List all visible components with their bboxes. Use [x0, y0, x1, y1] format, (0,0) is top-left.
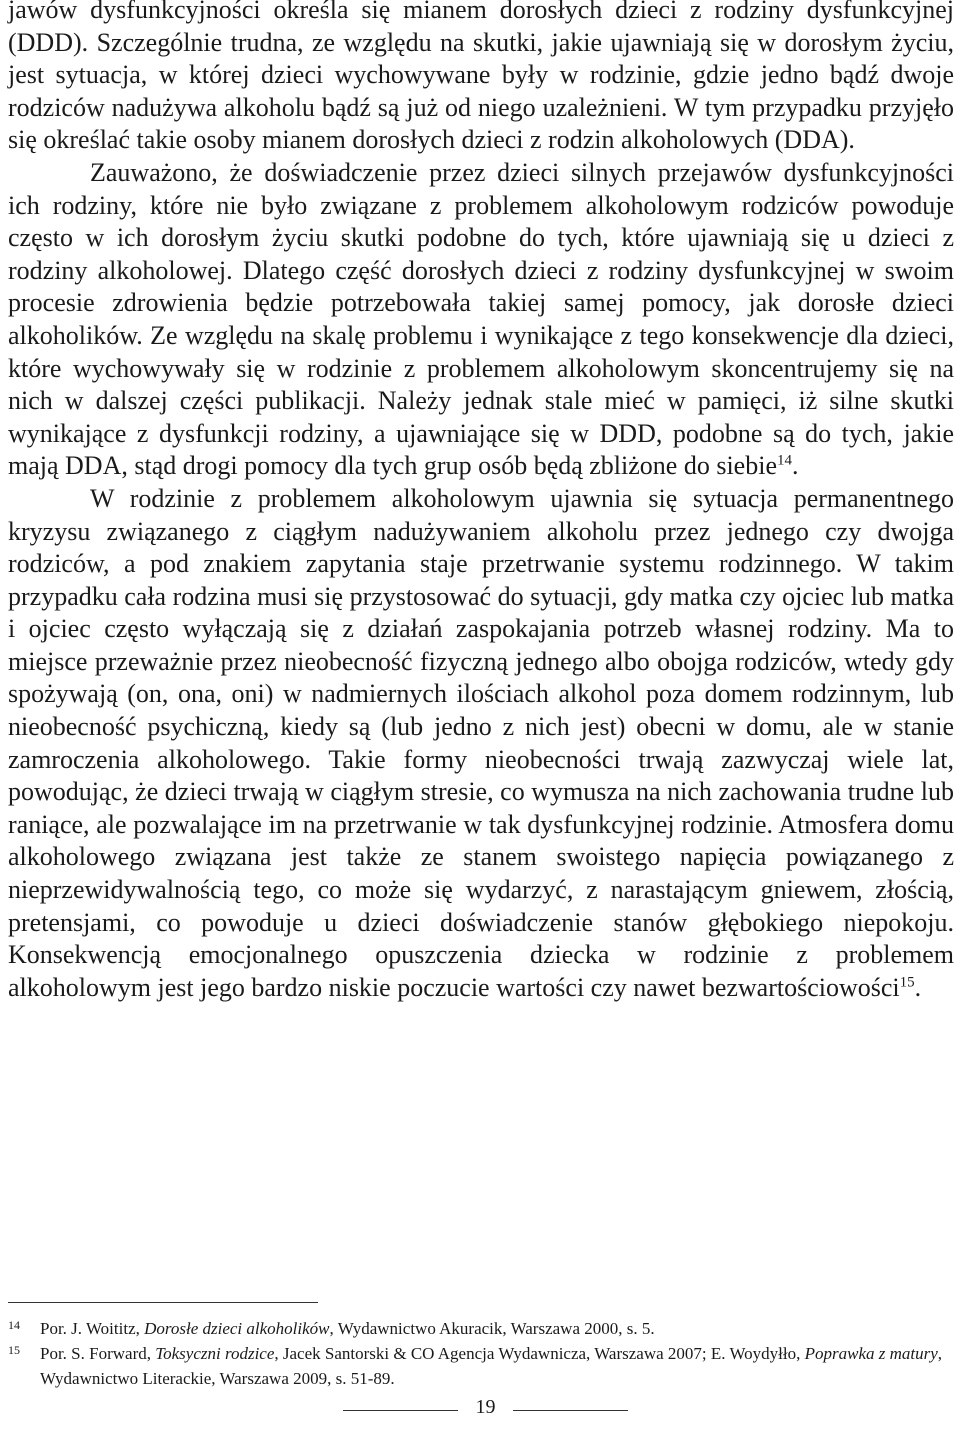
footnote-text: , Wydawnictwo Literackie, Warszawa 2009, s. 51-89.: [40, 1344, 943, 1388]
footnote-text: , Jacek Santorski & CO Agencja Wydawnicza, Warszawa 2007; E. Woydyłło,: [274, 1344, 805, 1363]
footnote-title: Poprawka z matury: [804, 1344, 938, 1363]
paragraph-end: .: [914, 972, 922, 1002]
footnote-number: 15: [8, 1343, 20, 1357]
page-footer: [8, 1396, 954, 1426]
footnote-reference[interactable]: 14: [776, 452, 792, 469]
footnote-text: Por. S. Forward,: [40, 1344, 156, 1363]
footer-rule-right: [513, 1410, 628, 1411]
footnote-title: Toksyczni rodzice: [155, 1344, 275, 1363]
paragraph-text: W rodzinie z problemem alkoholowym ujawnia się sytuacja permanentnego kryzysu związanego z ciągłym nadużywaniem alkoholu przez jednego czy dwojga rodziców, a pod znakiem zapytania staje przetrwanie systemu rodzinnego. W takim przypadku cała rodzina musi się przystosować do sytuacji, gdy matka czy ojciec lub matka i ojciec często wyłączają się z działań zaspokajania potrzeb własnej rodziny. Ma to miejsce przeważnie przez nieobecność fizyczną jednego albo obojga rodziców, wtedy gdy spożywają (on, ona, oni) w nadmiernych ilościach alkohol poza domem rodzinnym, lub nieobecność psychiczną, kiedy są (lub jedno z nich jest) obecni w domu, ale w stanie zamroczenia alkoholowego. Takie formy nieobecności trwają zazwyczaj wiele lat, powodując, że dzieci trwają w ciągłym stresie, co wymusza na nich zachowania trudne lub raniące, ale pozwalające im na przetrwanie w tak dysfunkcyjnej rodzinie. Atmosfera domu alkoholowego związana jest także ze stanem swoistego napięcia powiązanego z nieprzewidywalnością tego, co może się wydarzyć, z narastającym gniewem, złością, pretensjami, co powoduje u dzieci doświadczenie stanów głębokiego niepokoju. Konsekwencją emocjonalnego opuszczenia dziecka w rodzinie z problemem alkoholowym jest jego bardzo niskie poczucie wartości czy nawet bezwartościowości: [8, 483, 954, 1002]
footnote: [8, 1341, 954, 1391]
main-text: [8, 0, 954, 1004]
paragraph-continued: [8, 0, 954, 157]
footnote-reference[interactable]: 15: [899, 974, 915, 991]
paragraph-text: jawów dysfunkcyjności określa się mianem dorosłych dzieci z rodziny dysfunkcyjnej (DDD). Szczególnie trudna, ze względu na skutki, jakie ujawniają się w dorosłym życiu, jest sytuacja, w której dzieci wychowywane były w rodzinie, gdzie jedno bądź dwoje rodziców nadużywa alkoholu bądź są już od niego uzależnieni. W tym przypadku przyjęło się określać takie osoby mianem dorosłych dzieci z rodzin alkoholowych (DDA).: [8, 0, 954, 155]
footnote-number: 14: [8, 1318, 20, 1332]
paragraph-text: Zauważono, że doświadczenie przez dzieci silnych przejawów dysfunkcyjności ich rodziny, które nie było związane z problemem alkoholowym rodziców powoduje często w ich dorosłym życiu skutki podobne do tych, które ujawniają się u dzieci z rodziny alkoholowej. Dlatego część dorosłych dzieci z rodziny dysfunkcyjnej w swoim procesie zdrowienia będzie potrzebowała takiej samej pomocy, jak dorosłe dzieci alkoholików. Ze względu na skalę problemu i wynikające z tego konsekwencje dla dzieci, które wychowywały się w rodzinie z problemem alkoholowym skoncentrujemy się na nich w dalszej części publikacji. Należy jednak stale mieć w pamięci, iż silne skutki wynikające z dysfunkcji rodziny, a ujawniające się w DDD, podobne są do tych, jakie mają DDA, stąd drogi pomocy dla tych grup osób będą zbliżone do siebie: [8, 157, 954, 481]
footnote: [8, 1316, 954, 1341]
document-page: [8, 0, 954, 1429]
paragraph: [8, 483, 954, 1005]
footnote-separator: [8, 1302, 318, 1303]
footnotes: [8, 1316, 954, 1391]
footnote-text: Por. J. Woititz,: [40, 1319, 145, 1338]
page-number: 19: [475, 1396, 496, 1418]
paragraph: [8, 157, 954, 483]
footer-rule-left: [343, 1410, 458, 1411]
footnote-text: , Wydawnictwo Akuracik, Warszawa 2000, s. 5.: [329, 1319, 655, 1338]
footnote-title: Dorosłe dzieci alkoholików: [144, 1319, 330, 1338]
paragraph-end: .: [791, 451, 799, 481]
